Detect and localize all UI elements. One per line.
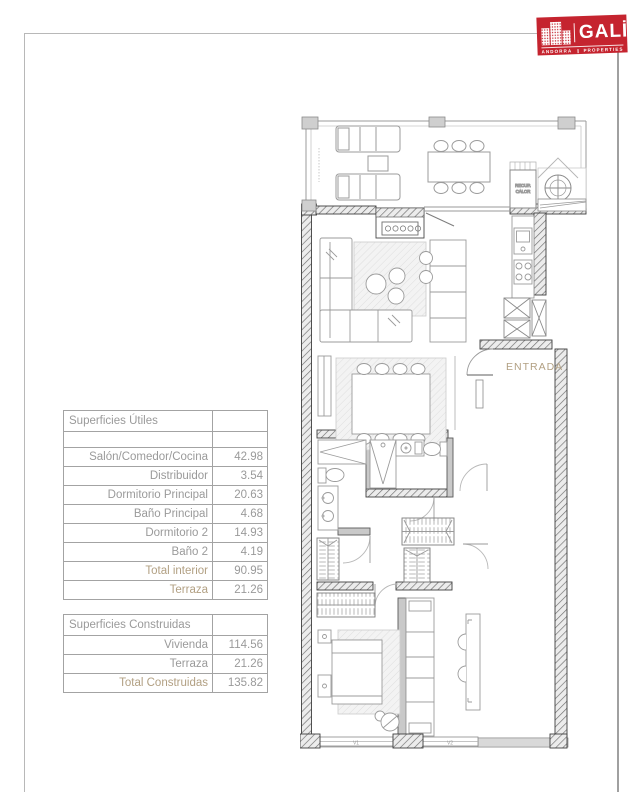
table-title: Superficies Útiles (64, 411, 213, 432)
logo-wordmark: GALİ (574, 21, 629, 42)
living-room (320, 238, 466, 342)
table-superficies-construidas (63, 614, 268, 693)
kitchen-sink (514, 228, 532, 254)
coffee-table (366, 274, 386, 294)
toilet (424, 442, 448, 456)
terrace-side-table (368, 156, 388, 171)
table-row-terraza: Terraza 21.26 (64, 581, 268, 600)
logo-sub-properties: PROPERTIES (583, 46, 624, 53)
page-frame-right (617, 52, 619, 792)
dining-table (352, 374, 430, 434)
dining-area (318, 356, 446, 450)
table-row: Terraza 21.26 (64, 655, 268, 674)
window-label: V2 (446, 740, 454, 747)
coffee-table (388, 288, 404, 304)
single-bed (406, 702, 434, 736)
table-row: Dormitorio 2 14.93 (64, 524, 268, 543)
shower (370, 440, 396, 488)
table-title: Superficies Construidas (64, 615, 213, 636)
coffee-table (389, 268, 405, 284)
dining-bench (318, 356, 331, 416)
bedroom-principal (318, 630, 400, 731)
sun-lounger (336, 174, 400, 200)
table-row: Distribuidor 3.54 (64, 467, 268, 486)
wardrobe (317, 538, 339, 580)
shelf-unit (420, 240, 467, 342)
table-row: Dormitorio Principal 20.63 (64, 486, 268, 505)
single-bed (406, 598, 434, 632)
buildings-icon (540, 19, 571, 46)
bedroom2-unit (406, 632, 434, 702)
entrance-door-swing (467, 349, 493, 375)
desk-chairs (458, 634, 466, 682)
sink-vanity (396, 440, 424, 456)
sun-lounger (336, 126, 400, 152)
entrada-label: ENTRADA (506, 361, 564, 373)
bathroom-principal (318, 440, 366, 530)
logo-sub-andorra: ANDORRA (541, 48, 573, 55)
terrace (302, 117, 586, 211)
terrace-sliding-door (424, 207, 510, 226)
page-frame-left (24, 33, 25, 792)
desk (466, 614, 480, 710)
bathroom-2 (370, 440, 447, 488)
toilet (318, 468, 344, 483)
table-row-total-interior: Total interior 90.95 (64, 562, 268, 581)
table-row-total-construidas: Total Construidas 135.82 (64, 674, 268, 693)
bedroom-2 (406, 598, 480, 736)
table-row: Baño 2 4.19 (64, 543, 268, 562)
logo-gali (536, 14, 627, 55)
recup-label-line1: RECUP. (515, 183, 531, 188)
table-row: Vivienda 114.56 (64, 636, 268, 655)
logo-main (540, 18, 629, 47)
hall-radiator (476, 380, 483, 408)
table-spacer-row (64, 432, 268, 448)
window (423, 737, 478, 747)
table-row: Baño Principal 4.68 (64, 505, 268, 524)
louver-grille (538, 199, 586, 211)
logo-sub-divider (577, 49, 578, 53)
wardrobe (317, 593, 375, 617)
page-frame-top (24, 33, 538, 34)
double-bed (332, 640, 382, 704)
logo-subtitle (541, 45, 623, 55)
entrance (467, 349, 563, 408)
table-header-row (64, 615, 268, 636)
wardrobe (402, 518, 454, 545)
recup-label-line2: CALOR (515, 189, 531, 194)
stove-unit (376, 208, 424, 238)
floor-plan (300, 112, 592, 757)
shower (318, 440, 366, 464)
window (320, 737, 393, 747)
nightstand (318, 675, 331, 697)
terrace-dining-table (428, 141, 490, 194)
table-row: Salón/Comedor/Cocina 42.98 (64, 448, 268, 467)
table-header-row (64, 411, 268, 432)
kitchen-tall-units (504, 298, 546, 338)
nightstand (318, 630, 331, 643)
window-label: V1 (352, 740, 360, 747)
wardrobe (404, 548, 430, 582)
table-superficies-utiles (63, 410, 268, 600)
double-sink-vanity (318, 486, 338, 530)
